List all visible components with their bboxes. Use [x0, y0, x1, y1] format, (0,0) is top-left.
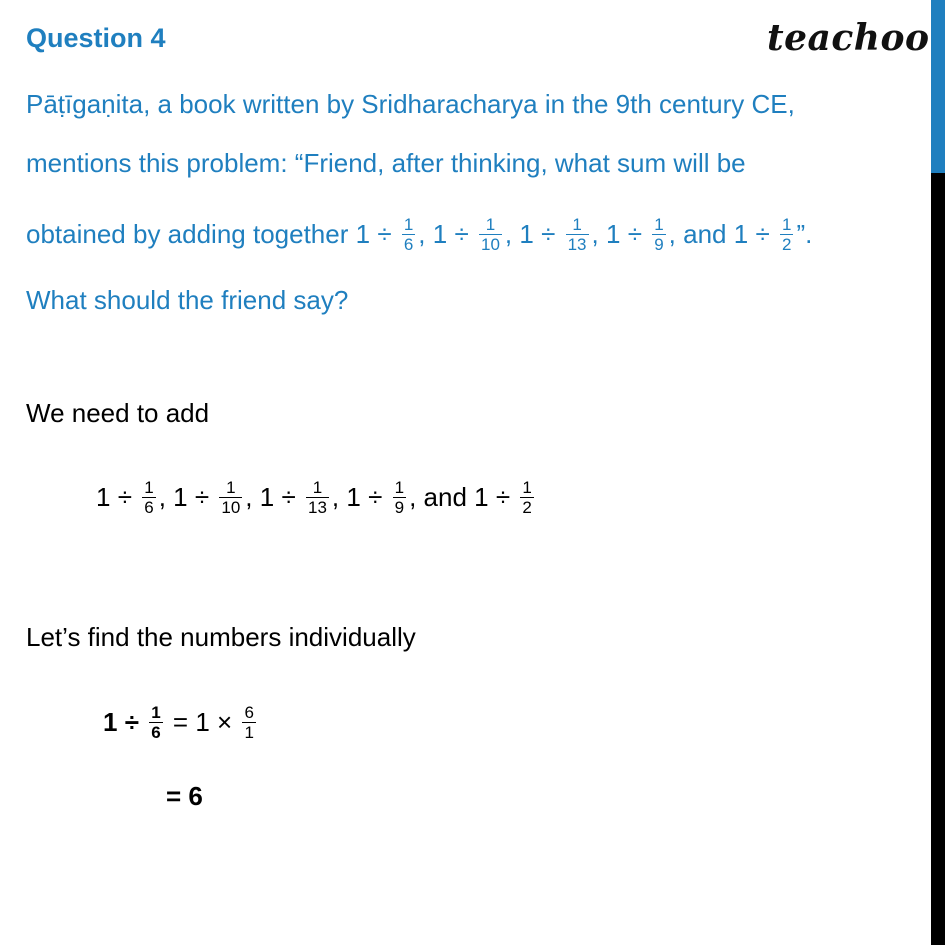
equals-symbol: =	[172, 707, 189, 737]
numerator: 1	[522, 477, 532, 497]
step1-rhs-fraction	[242, 703, 255, 742]
step1-equation	[103, 704, 259, 744]
fraction	[520, 478, 533, 517]
numerator: 1	[151, 702, 161, 722]
denominator: 13	[567, 234, 587, 254]
denominator: 2	[522, 497, 532, 517]
problem-line-1: Pāṭīgaṇita, a book written by Sridharacharya in the 9th century CE,	[26, 89, 795, 119]
term-whole: 1	[733, 219, 749, 249]
fraction	[652, 215, 665, 254]
numerator: 1	[566, 215, 589, 235]
expression-line	[96, 479, 537, 519]
numerator: 1	[306, 478, 329, 498]
numerator: 1	[144, 477, 154, 497]
term-whole: 1	[346, 482, 361, 512]
problem-line-3-prefix: obtained by adding together	[26, 219, 349, 249]
separator: ,	[245, 482, 253, 512]
separator: ,	[409, 482, 417, 512]
numerator: 1	[479, 215, 502, 235]
denominator: 10	[221, 497, 241, 517]
term-whole: 1	[432, 219, 448, 249]
conjunction: and	[683, 219, 727, 249]
denominator: 9	[654, 234, 664, 254]
term-whole: 1	[605, 219, 621, 249]
denominator: 1	[244, 722, 254, 742]
term-whole: 1	[519, 219, 534, 249]
term-whole: 1	[355, 219, 371, 249]
question-title: Question 4	[26, 23, 166, 53]
divide-symbol: ÷	[627, 219, 642, 249]
fraction	[566, 215, 589, 254]
fraction	[142, 478, 155, 517]
denominator: 6	[144, 497, 154, 517]
denominator: 6	[403, 234, 414, 254]
term-whole: 1	[96, 482, 111, 512]
fraction	[219, 478, 242, 517]
denominator: 9	[394, 497, 405, 517]
divide-symbol: ÷	[194, 482, 210, 512]
denominator: 13	[307, 497, 327, 517]
divide-symbol: ÷	[454, 219, 469, 249]
step1-rhs-whole: 1	[195, 707, 210, 737]
divide-symbol: ÷	[368, 482, 383, 512]
fraction	[479, 215, 502, 254]
step1-lhs-fraction	[149, 703, 162, 742]
fraction	[393, 478, 406, 517]
divide-symbol: ÷	[117, 482, 132, 512]
divide-symbol: ÷	[124, 707, 139, 737]
numerator: 1	[781, 214, 792, 234]
separator: ,	[331, 482, 340, 512]
separator: ,	[591, 219, 599, 249]
right-sidebar	[931, 0, 945, 945]
numerator: 6	[244, 702, 254, 722]
step1-lhs-whole: 1	[103, 707, 118, 737]
separator: ,	[158, 482, 166, 512]
term-whole: 1	[259, 482, 275, 512]
divide-symbol: ÷	[755, 219, 770, 249]
term-whole: 1	[173, 482, 188, 512]
fraction	[780, 215, 793, 254]
term-whole: 1	[474, 482, 489, 512]
denominator: 2	[781, 234, 792, 254]
divide-symbol: ÷	[281, 482, 296, 512]
problem-line-4: What should the friend say?	[26, 285, 349, 315]
multiply-symbol: ×	[217, 707, 233, 737]
numerator: 1	[403, 214, 414, 234]
closing-quote: ”.	[796, 219, 813, 249]
numerator: 1	[394, 477, 405, 497]
teachoo-logo: teachoo	[767, 17, 930, 59]
denominator: 10	[480, 234, 500, 254]
numerator: 1	[654, 214, 664, 234]
separator: ,	[504, 219, 513, 249]
numerator: 1	[219, 478, 242, 498]
problem-line-2: mentions this problem: “Friend, after thinking, what sum will be	[26, 148, 746, 178]
separator: ,	[418, 219, 426, 249]
problem-line-3	[26, 216, 812, 256]
divide-symbol: ÷	[495, 482, 511, 512]
divide-symbol: ÷	[541, 219, 556, 249]
divide-symbol: ÷	[377, 219, 392, 249]
find-individually-text: Let’s find the numbers individually	[26, 622, 416, 652]
solution-intro: We need to add	[26, 398, 210, 428]
denominator: 6	[151, 722, 161, 742]
step1-result: = 6	[166, 781, 203, 811]
fraction	[402, 215, 415, 254]
conjunction: and	[423, 482, 467, 512]
sidebar-scroll-indicator[interactable]	[931, 0, 945, 173]
separator: ,	[668, 219, 676, 249]
fraction	[306, 478, 329, 517]
